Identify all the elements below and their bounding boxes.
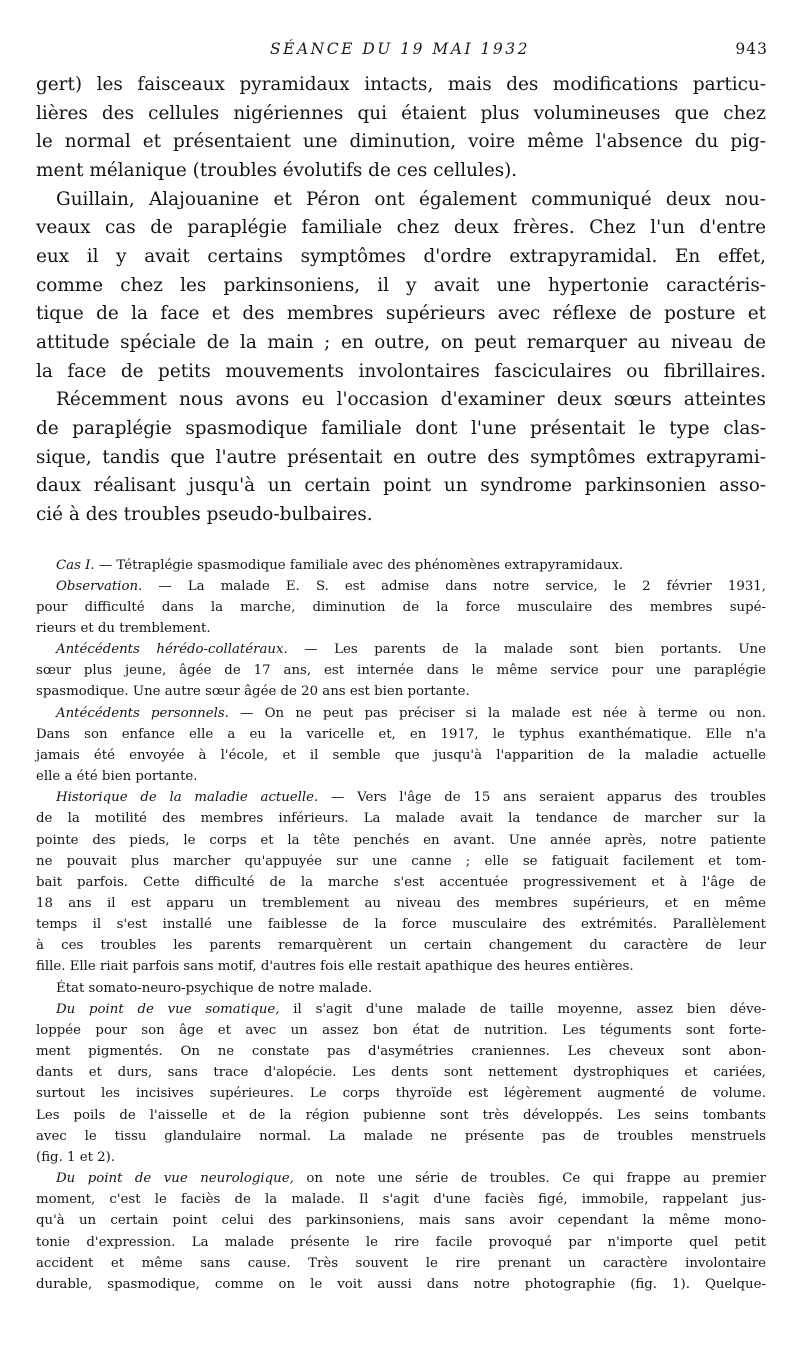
text-line: tique de la face et des membres supérieurs avec réflexe de posture et <box>36 303 766 325</box>
body-text <box>36 71 766 1295</box>
text-line: Guillain, Alajouanine et Péron ont également communiqué deux nou- <box>56 188 766 210</box>
section-label: Du point de vue neurologique, <box>56 1171 294 1187</box>
text-fragment: — La malade E. S. est admise dans notre service, le 2 février 1931, <box>142 578 766 594</box>
text-line: pointe des pieds, le corps et la tête penchés en avant. Une année après, notre patiente <box>36 832 766 848</box>
section-label: Observation. <box>56 578 143 594</box>
case-report <box>36 555 766 1295</box>
text-line: qu'à un certain point celui des parkinsoniens, mais sans avoir cependant la même mono- <box>36 1213 766 1229</box>
text-line: à ces troubles les parents remarquèrent un certain changement du caractère de leur <box>36 938 766 954</box>
text-line: daux réalisant jusqu'à un certain point un syndrome parkinsonien asso- <box>36 475 766 497</box>
text-line: accident et même sans cause. Très souvent le rire prenant un caractère involontaire <box>36 1255 766 1271</box>
text-line: 18 ans il est apparu un tremblement au niveau des membres supérieurs, et en même <box>36 896 766 911</box>
text-fragment: — Vers l'âge de 15 ans seraient apparus des troubles <box>318 790 766 806</box>
text-line: elle a été bien portante. <box>36 769 198 785</box>
text-line: tonie d'expression. La malade présente le rire facile provoqué par n'importe quel petit <box>36 1234 766 1250</box>
text-line: dants et durs, sans trace d'alopécie. Les dents sont nettement dystrophiques et cariées, <box>36 1065 766 1081</box>
text-line: Les poils de l'aisselle et de la région pubienne sont très développés. Les seins tombants <box>36 1107 766 1123</box>
text-line: rieurs et du tremblement. <box>36 620 211 636</box>
section-label: Antécédents personnels. <box>56 705 229 721</box>
paragraph-1 <box>36 71 766 186</box>
text-line: durable, spasmodique, comme on le voit aussi dans notre photographie (fig. 1). Quelque- <box>36 1276 766 1292</box>
text-line: sique, tandis que l'autre présentait en outre des symptômes extrapyrami- <box>36 446 766 468</box>
text-line: eux il y avait certains symptômes d'ordre extrapyramidal. En effet, <box>36 245 766 267</box>
section-label: Antécédents hérédo-collatéraux. <box>56 642 288 658</box>
text-line: attitude spéciale de la main ; en outre, on peut remarquer au niveau de <box>36 331 766 353</box>
section-label: Historique de la maladie actuelle. <box>56 790 319 806</box>
text-fragment: il s'agit d'une malade de taille moyenne, assez bien déve- <box>279 1001 766 1017</box>
section-label: Du point de vue somatique, <box>56 1001 280 1017</box>
text-line: moment, c'est le faciès de la malade. Il s'agit d'une faciès figé, immobile, rappelant jus- <box>36 1192 766 1208</box>
case-heading-label: Cas I. <box>56 557 95 573</box>
text-line: bait parfois. Cette difficulté de la marche s'est accentuée progressivement et à l'âge de <box>36 874 766 890</box>
text-line <box>36 787 766 808</box>
paragraph-3 <box>36 386 766 529</box>
text-line: Dans son enfance elle a eu la varicelle et, en 1917, le typhus exanthématique. Elle n'a <box>36 726 766 742</box>
text-line <box>36 639 766 660</box>
text-line: surtout les incisives supérieures. Le corps thyroïde est légèrement augmenté de volume. <box>36 1086 766 1102</box>
text-line <box>36 576 766 597</box>
text-line: Récemment nous avons eu l'occasion d'examiner deux sœurs atteintes <box>56 389 766 411</box>
page-number: 943 <box>735 40 768 58</box>
text-line: fille. Elle riait parfois sans motif, d'autres fois elle restait apathique des heures entières. <box>36 959 634 975</box>
text-line <box>36 999 766 1020</box>
text-line: cié à des troubles pseudo-bulbaires. <box>36 503 373 525</box>
text-line <box>36 1168 766 1189</box>
text-line: de paraplégie spasmodique familiale dont l'une présentait le type clas- <box>36 417 766 439</box>
text-line: avec le tissu glandulaire normal. La malade ne présente pas de troubles menstruels <box>36 1128 766 1144</box>
text-line: État somato-neuro-psychique de notre malade. <box>56 980 373 996</box>
text-line: ment pigmentés. On ne constate pas d'asymétries craniennes. Les cheveux sont abon- <box>36 1044 766 1060</box>
case-heading <box>36 555 766 576</box>
text-line: veaux cas de paraplégie familiale chez deux frères. Chez l'un d'entre <box>36 217 766 239</box>
text-line: (fig. 1 et 2). <box>36 1149 116 1165</box>
text-line: sœur plus jeune, âgée de 17 ans, est internée dans le même service pour une paraplégie <box>36 663 766 679</box>
text-fragment: — On ne peut pas préciser si la malade est née à terme ou non. <box>228 705 767 721</box>
text-line: spasmodique. Une autre sœur âgée de 20 ans est bien portante. <box>36 684 470 700</box>
text-line: ne pouvait plus marcher qu'appuyée sur une canne ; elle se fatiguait facilement et tom- <box>36 853 766 869</box>
text-line: la face de petits mouvements involontaires fasciculaires ou fibrillaires. <box>36 360 766 382</box>
text-fragment: on note une série de troubles. Ce qui frappe au premier <box>293 1171 767 1187</box>
text-line: lières des cellules nigériennes qui étaient plus volumineuses que chez <box>36 102 766 124</box>
paragraph-2 <box>36 186 766 387</box>
text-line: jamais été envoyée à l'école, et il semble que jusqu'à l'apparition de la maladie actuelle <box>36 747 766 763</box>
running-title: SÉANCE DU 19 MAI 1932 <box>270 40 530 58</box>
text-fragment: — Les parents de la malade sont bien portants. Une <box>287 642 766 658</box>
text-line: comme chez les parkinsoniens, il y avait une hypertonie caractéris- <box>36 274 766 296</box>
text-line <box>36 703 766 724</box>
text-line: le normal et présentaient une diminution, voire même l'absence du pig- <box>36 131 766 153</box>
page-header <box>0 40 800 64</box>
section-gap <box>36 530 766 555</box>
text-line: loppée pour son âge et avec un assez bon état de nutrition. Les téguments sont forte- <box>36 1022 766 1038</box>
text-line: ment mélanique (troubles évolutifs de ces cellules). <box>36 159 518 181</box>
text-line: temps il s'est installé une faiblesse de la force musculaire des extrémités. Parallèlement <box>36 917 766 933</box>
text-line: gert) les faisceaux pyramidaux intacts, mais des modifications particu- <box>36 74 766 95</box>
text-line: de la motilité des membres inférieurs. La malade avait la tendance de marcher sur la <box>36 811 766 827</box>
case-heading-text: — Tétraplégie spasmodique familiale avec des phénomènes extrapyramidaux. <box>94 557 624 573</box>
text-line: pour difficulté dans la marche, diminution de la force musculaire des membres supé- <box>36 599 766 615</box>
